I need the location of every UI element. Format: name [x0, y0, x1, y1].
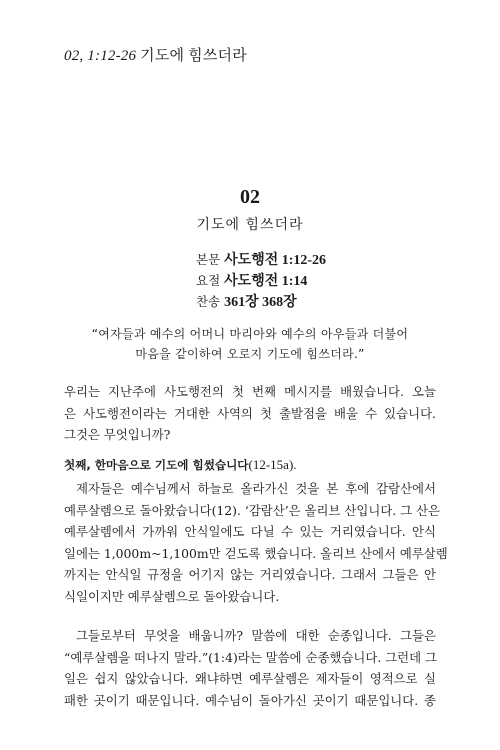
key-verse-ref: 사도행전 1:14: [224, 274, 308, 289]
hymn-label: 찬송: [196, 294, 221, 309]
paragraph-line: 예루살렘에서 가까워 안식일에도 다닐 수 있는 거리였습니다. 안식: [64, 524, 436, 539]
intro-line: 우리는 지난주에 사도행전의 첫 번째 메시지를 배웠습니다. 오늘: [64, 384, 436, 399]
key-verse-quote: [40, 324, 460, 364]
running-header-chapter-ref: 02, 1:12-26: [64, 48, 137, 64]
key-verse-row: [196, 271, 326, 292]
paragraph-line: 일은 쉽지 않았습니다. 왜냐하면 예루살렘은 제자들이 영적으로 실: [64, 671, 436, 686]
body-paragraph-1: [64, 478, 448, 607]
quote-line-1: “여자들과 예수의 어머니 마리아와 예수의 아우들과 더불어: [91, 327, 409, 341]
quote-line-2: 마음을 같이하여 오로지 기도에 힘쓰더라.”: [135, 347, 365, 361]
paragraph-line: 까지는 안식일 규정을 어기지 않는 거리였습니다. 그래서 그들은 안: [64, 567, 436, 582]
paragraph-line: 일에는 1,000m~1,100m만 걷도록 했습니다. 올리브 산에서 예루살렘: [64, 545, 448, 561]
intro-line: 은 사도행전이라는 거대한 사역의 첫 출발점을 배울 수 있습니다.: [64, 405, 436, 421]
body-paragraph-2: [64, 625, 436, 711]
paragraph-line: 예루살렘으로 돌아왔습니다(12). ‘감람산’은 올리브 산입니다. 그 산은: [64, 502, 441, 518]
section-heading-ref: (12-15a).: [248, 457, 297, 472]
paragraph-line: “예루살렘을 떠나지 말라.”(1:4)라는 말씀에 순종했습니다. 그런데 그: [64, 649, 438, 665]
scripture-text-label: 본문: [196, 252, 221, 267]
paragraph-line: 그들로부터 무엇을 배웁니까? 말씀에 대한 순종입니다. 그들은: [76, 628, 436, 643]
section-heading: [64, 457, 436, 473]
scripture-info: [196, 250, 326, 313]
hymn-row: [196, 292, 326, 313]
intro-paragraph: [64, 381, 436, 446]
hymn-ref: 361장 368장: [224, 295, 297, 310]
section-heading-text: 첫째, 한마음으로 기도에 힘썼습니다: [64, 458, 249, 472]
chapter-number: 02: [240, 186, 260, 208]
chapter-title: 기도에 힘쓰더라: [196, 217, 304, 233]
running-header: [64, 44, 247, 65]
scripture-text-ref: 사도행전 1:12-26: [224, 253, 327, 268]
paragraph-line: 패한 곳이기 때문입니다. 예수님이 돌아가신 곳이기 때문입니다. 종: [64, 692, 436, 708]
paragraph-line: 식일이지만 예루살렘으로 돌아왔습니다.: [64, 588, 280, 604]
intro-line: 그것은 무엇입니까?: [64, 427, 171, 442]
key-verse-label: 요절: [196, 273, 221, 288]
running-header-title: 기도에 힘쓰더라: [140, 48, 247, 64]
scripture-text-row: [196, 250, 326, 271]
paragraph-line: 제자들은 예수님께서 하늘로 올라가신 것을 본 후에 감람산에서: [76, 481, 436, 496]
